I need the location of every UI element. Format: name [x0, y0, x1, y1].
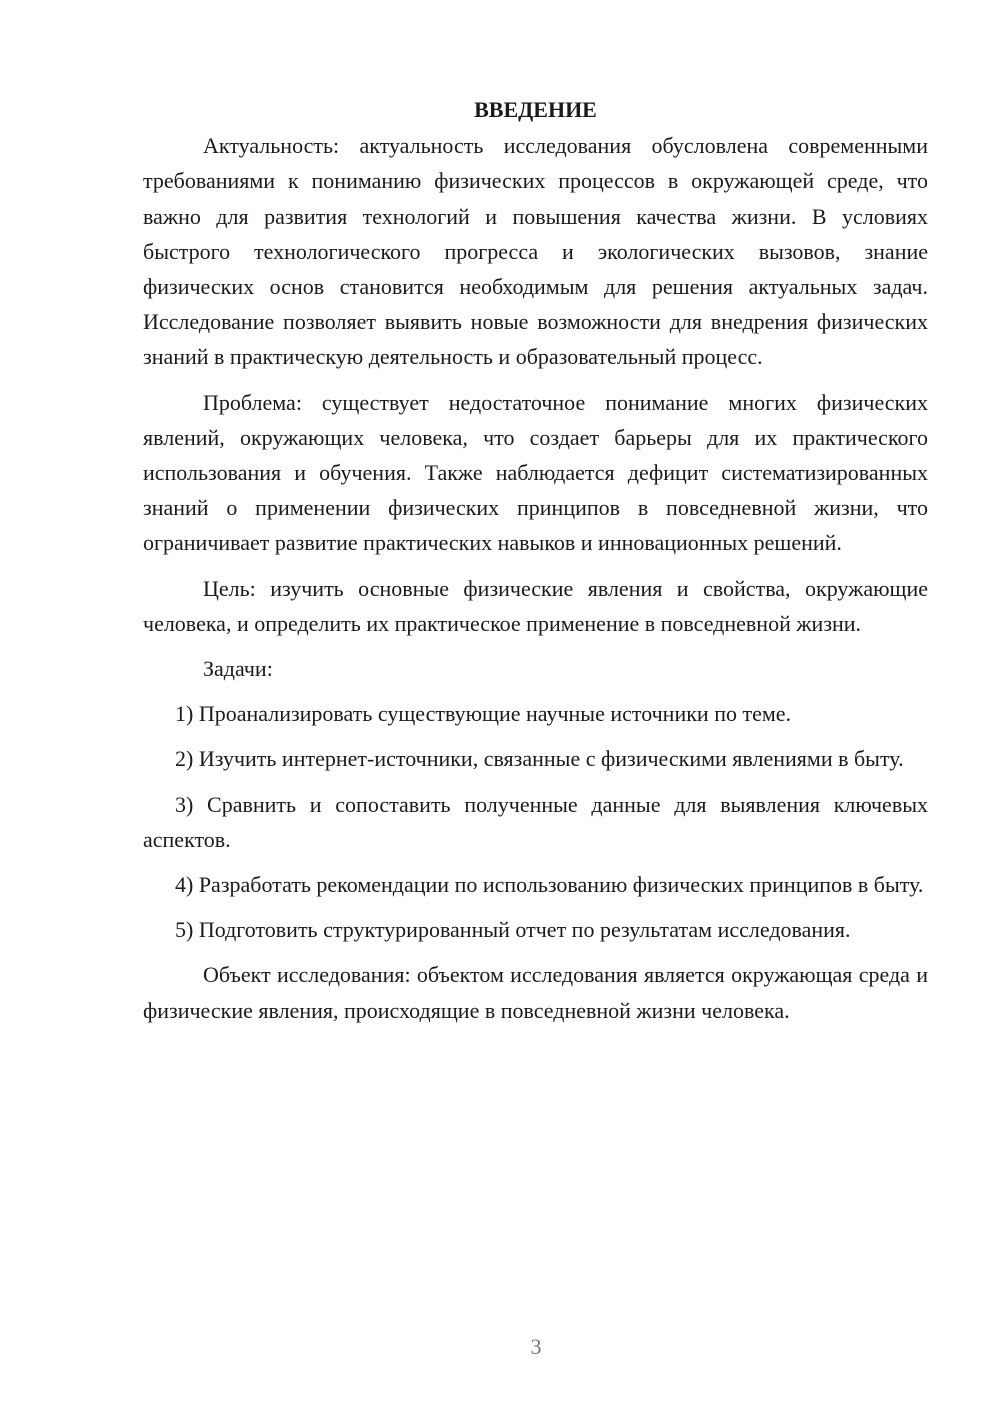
- relevance-paragraph: Актуальность: актуальность исследования обусловлена современными требованиями к пониманию физических процессов в окружающей среде, что важно для развития технологий и повышения качества жизни. В условиях быстрого технологического прогресса и экологических вызовов, знание физических основ становится необходимым для решения актуальных задач. Исследование позволяет выявить новые возможности для внедрения физических знаний в практическую деятельность и образовательный процесс.: [143, 133, 928, 370]
- page-number: 3: [530, 1334, 542, 1359]
- task-item-5: 5) Подготовить структурированный отчет по результатам исследования.: [175, 917, 851, 943]
- object-paragraph: Объект исследования: объектом исследования является окружающая среда и физические явления, происходящие в повседневной жизни человека.: [143, 962, 928, 1023]
- problem-paragraph: Проблема: существует недостаточное понимание многих физических явлений, окружающих человека, что создает барьеры для их практического использования и обучения. Также наблюдается дефицит систематизированных знаний о применении физических принципов в повседневной жизни, что ограничивает развитие практических навыков и инновационных решений.: [143, 389, 928, 556]
- page-content: [143, 92, 928, 1038]
- task-item-4: 4) Разработать рекомендации по использованию физических принципов в быту.: [175, 872, 924, 898]
- task-item-2: 2) Изучить интернет-источники, связанные с физическими явлениями в быту.: [175, 746, 904, 772]
- section-title: ВВЕДЕНИЕ: [474, 97, 597, 122]
- goal-paragraph: Цель: изучить основные физические явления и свойства, окружающие человека, и определить их практическое применение в повседневной жизни.: [143, 575, 928, 636]
- tasks-heading: Задачи:: [203, 656, 273, 682]
- task-item-1: 1) Проанализировать существующие научные источники по теме.: [175, 701, 792, 727]
- task-item-3: 3) Сравнить и сопоставить полученные данные для выявления ключевых аспектов.: [143, 791, 928, 852]
